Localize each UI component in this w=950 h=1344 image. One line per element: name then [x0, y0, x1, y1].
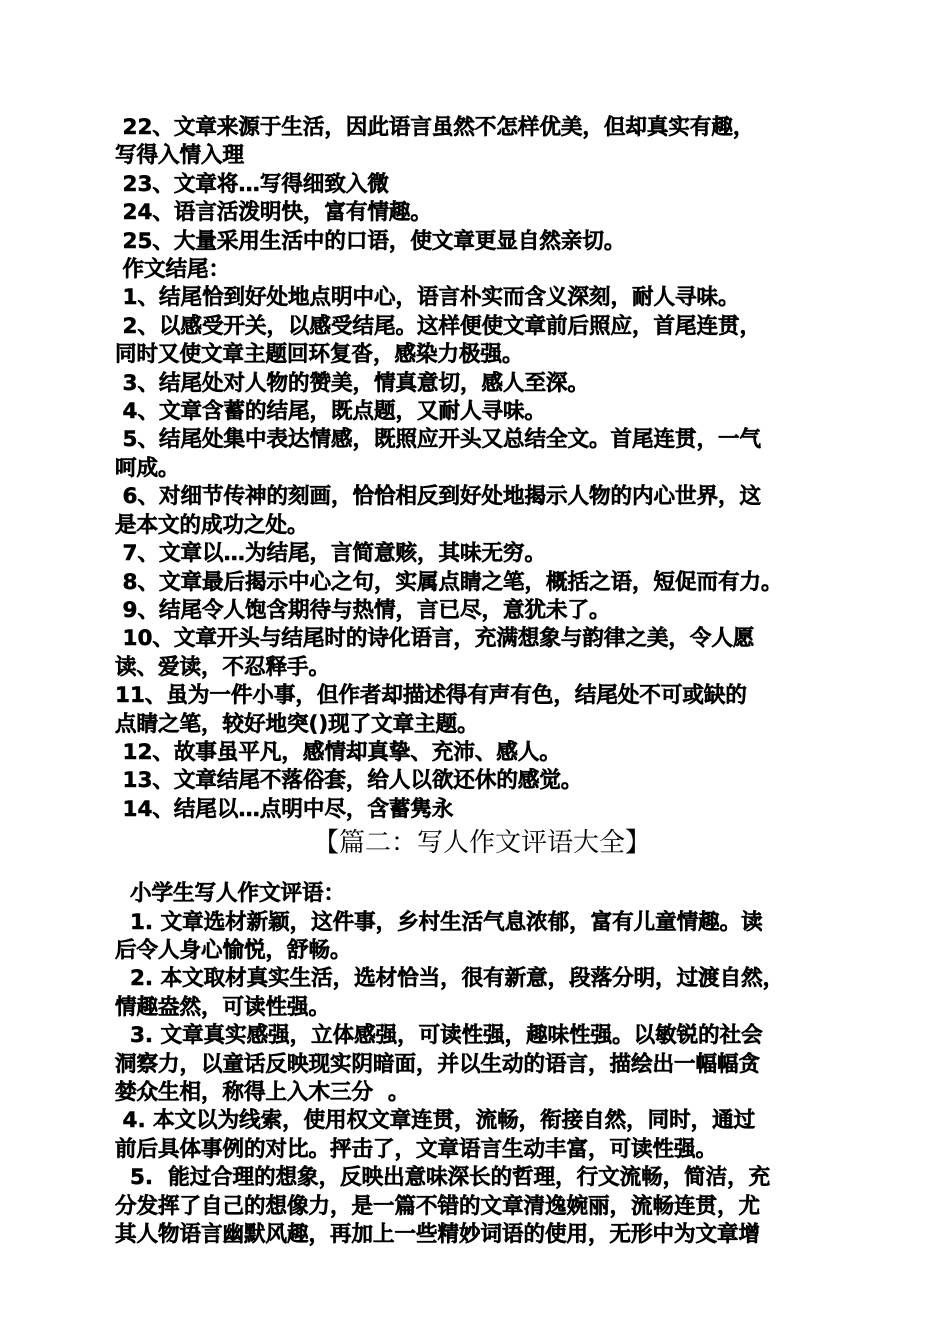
- text-line: 1. 文章选材新颖，这件事，乡村生活气息浓郁，富有儿童情趣。读: [115, 909, 763, 935]
- text-line: 1、结尾恰到好处地点明中心，语言朴实而含义深刻，耐人寻味。: [115, 285, 740, 311]
- document-body: [115, 114, 845, 1249]
- text-line: 7、文章以…为结尾，言简意赅，其味无穷。: [115, 541, 546, 567]
- text-line: 5. 能过合理的想象，反映出意味深长的哲理，行文流畅，简洁，充: [115, 1165, 771, 1191]
- text-line: 24、语言活泼明快，富有情趣。: [115, 200, 432, 226]
- text-line: 是本文的成功之处。: [115, 512, 309, 538]
- text-line: 前后具体事例的对比。抨击了，文章语言生动丰富，可读性强。: [115, 1136, 718, 1162]
- text-line: 14、结尾以…点明中尽，含蓄隽永: [115, 796, 454, 822]
- text-line: 其人物语言幽默风趣，再加上一些精妙词语的使用，无形中为文章增: [115, 1222, 761, 1248]
- text-line: 呵成。: [115, 455, 180, 481]
- text-line: 22、文章来源于生活，因此语言虽然不怎样优美，但却真实有趣，: [115, 115, 755, 140]
- text-line: 点睛之笔，较好地突()现了文章主题。: [115, 711, 479, 737]
- text-line: 25、大量采用生活中的口语，使文章更显自然亲切。: [115, 228, 626, 254]
- text-line: 情趣盎然，可读性强。: [115, 994, 331, 1020]
- text-line: 6、对细节传神的刻画，恰恰相反到好处地揭示人物的内心世界，这: [115, 484, 761, 510]
- text-line: 分发挥了自己的想像力，是一篇不错的文章清逸婉丽，流畅连贯，尤: [115, 1193, 761, 1219]
- text-line: 3、结尾处对人物的赞美，情真意切，感人至深。: [115, 370, 589, 396]
- text-line: 写得入情入理: [115, 143, 245, 169]
- spacer: [115, 868, 845, 880]
- text-line: 3. 文章真实感强，立体感强，可读性强，趣味性强。以敏锐的社会: [115, 1023, 763, 1049]
- text-line: 11、虽为一件小事，但作者却描述得有声有色，结尾处不可或缺的: [115, 683, 747, 709]
- subheading-student-comments: 小学生写人作文评语：: [115, 881, 345, 907]
- text-line: 10、文章开头与结尾时的诗化语言，充满想象与韵律之美，令人愿: [115, 626, 755, 652]
- section-comments-part2: [115, 880, 845, 1249]
- text-line: 2、以感受开关，以感受结尾。这样便使文章前后照应，首尾连贯，: [115, 313, 761, 339]
- section-title: 【篇二：写人作文评语大全】: [312, 827, 651, 858]
- text-line: 4. 本文以为线索，使用权文章连贯，流畅，衔接自然，同时，通过: [115, 1108, 756, 1134]
- text-line: 8、文章最后揭示中心之句，实属点睛之笔，概括之语，短促而有力。: [115, 569, 783, 595]
- text-line: 5、结尾处集中表达情感，既照应开头又总结全文。首尾连贯，一气: [115, 427, 761, 453]
- text-line: 12、故事虽平凡，感情却真挚、充沛、感人。: [115, 739, 561, 765]
- text-line: 同时又使文章主题回环复沓，感染力极强。: [115, 342, 524, 368]
- text-line: 2. 本文取材真实生活，选材恰当，很有新意，段落分明，过渡自然，: [115, 966, 785, 992]
- subheading-ending: 作文结尾：: [115, 257, 230, 283]
- text-line: 23、文章将…写得细致入微: [115, 171, 389, 197]
- text-line: 4、文章含蓄的结尾，既点题，又耐人寻味。: [115, 399, 546, 425]
- section-comments-part1: [115, 114, 845, 824]
- text-line: 读、爱读，不忍释手。: [115, 654, 331, 680]
- text-line: 后令人身心愉悦，舒畅。: [115, 937, 352, 963]
- text-line: 13、文章结尾不落俗套，给人以欲还休的感觉。: [115, 768, 583, 794]
- text-line: 婪众生相，称得上入木三分 。: [115, 1080, 410, 1105]
- text-line: 9、结尾令人饱含期待与热情，言已尽，意犹未了。: [115, 597, 611, 623]
- text-line: 洞察力，以童话反映现实阴暗面，并以生动的语言，描绘出一幅幅贪: [115, 1051, 761, 1077]
